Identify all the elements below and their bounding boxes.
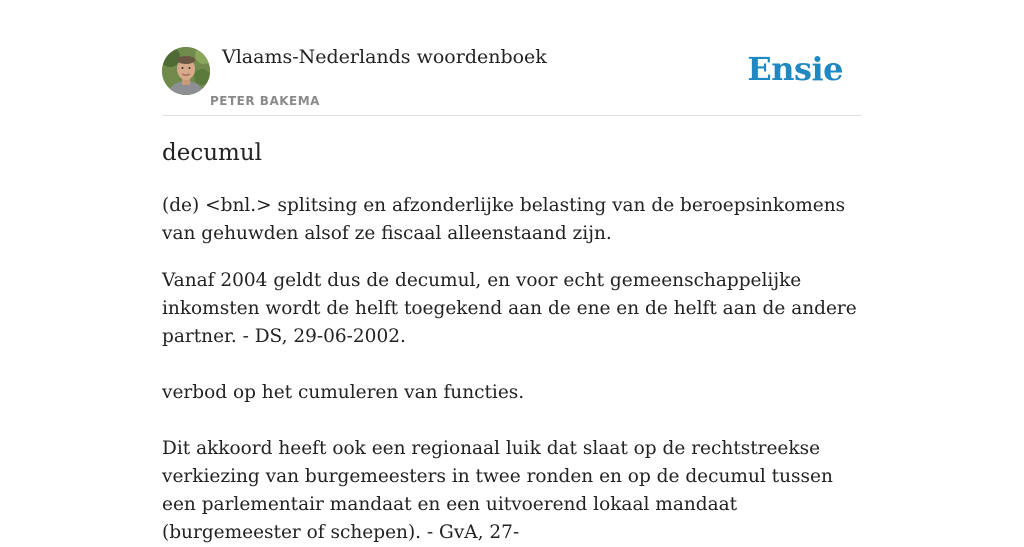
dictionary-page	[162, 0, 862, 543]
author-name[interactable]: PETER BAKEMA	[210, 94, 320, 108]
entry-example-2: Dit akkoord heeft ook een regionaal luik dat slaat op de rechtstreekse verkiezing van burgemeesters in twee ronden en op de decumul tussen een parlementair mandaat en een uitvoerend lokaal mandaat (burgemeester of schepen). - GvA, 27-	[162, 438, 833, 543]
brand-logo[interactable]: Ensie	[747, 50, 843, 88]
entry-definition: (de) <bnl.> splitsing en afzonderlijke belasting van de beroepsinkomens van gehuwden alsof ze fiscaal alleenstaand zijn.	[162, 195, 846, 244]
entry-definition-2: verbod op het cumuleren van functies.	[162, 382, 525, 403]
header	[162, 0, 862, 116]
entry-example: Vanaf 2004 geldt dus de decumul, en voor echt gemeenschappelijke inkomsten wordt de helft toegekend aan de ene en de helft aan de andere partner. - DS, 29-06-2002.	[162, 270, 857, 347]
author-avatar[interactable]	[162, 47, 210, 95]
dictionary-title[interactable]: Vlaams-Nederlands woordenboek	[222, 46, 547, 68]
user-photo-icon	[162, 47, 210, 95]
entry-term: decumul	[162, 140, 263, 166]
